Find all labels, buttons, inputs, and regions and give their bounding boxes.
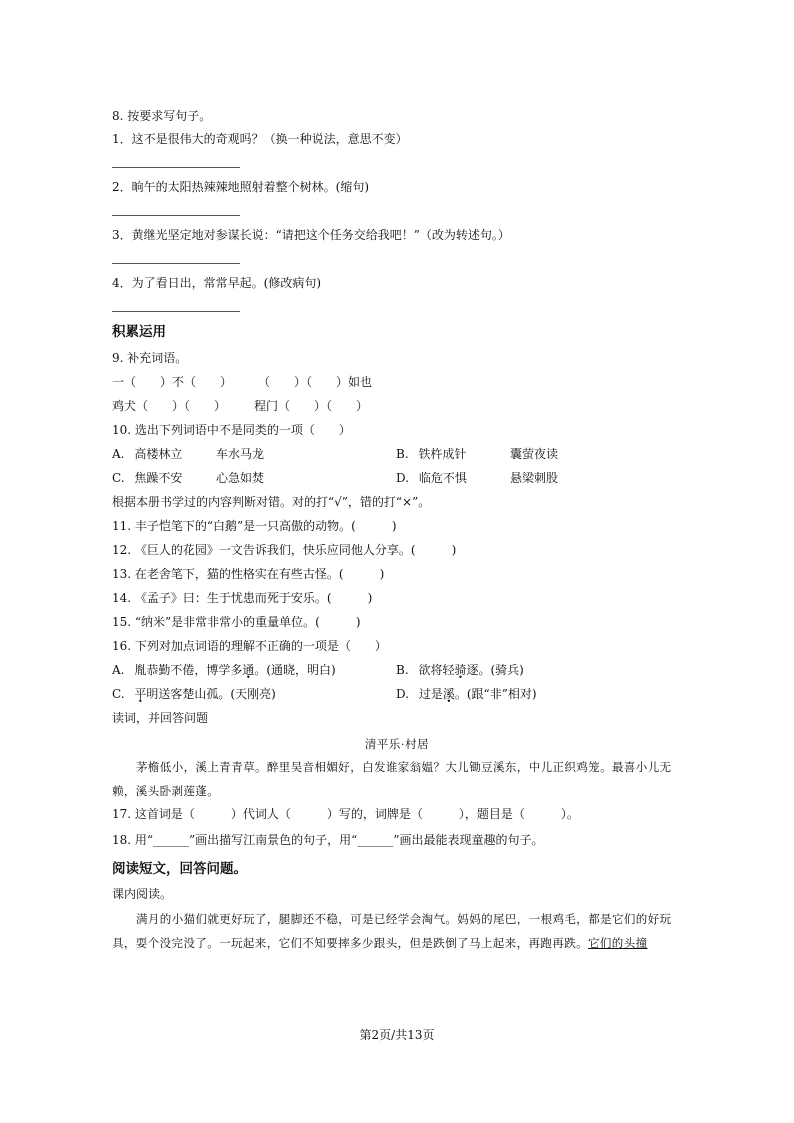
q10-option-b[interactable] bbox=[396, 446, 466, 462]
answer-blank-3[interactable] bbox=[112, 263, 240, 264]
q8-item-3: 3．黄继光坚定地对参谋长说：“请把这个任务交给我吧！”（改为转述句。） bbox=[112, 228, 510, 242]
dotted-word: 骑 bbox=[454, 663, 467, 677]
q8-item-1: 1．这不是很伟大的奇观吗？（换一种说法，意思不变） bbox=[112, 132, 408, 146]
poem-text: 茅檐低小，溪上青青草。醉里吴音相媚好，白发谁家翁媪？大儿锄豆溪东，中儿正织鸡笼。最喜小儿无赖，溪头卧剥莲蓬。 bbox=[112, 760, 672, 798]
option-word: 临危不惧 bbox=[418, 471, 467, 485]
option-label: A. bbox=[112, 663, 125, 677]
judge-item-12: 12. 《巨人的花园》一文告诉我们，快乐应同他人分享。( ) bbox=[112, 543, 457, 557]
judge-item-13: 13. 在老舍笔下，猫的性格实在有些古怪。( ) bbox=[112, 567, 385, 581]
page-number: 第2页/共13页 bbox=[359, 1028, 435, 1042]
q9-title: 9. 补充词语。 bbox=[112, 351, 188, 365]
option-text-post: 逐。(骑兵) bbox=[466, 663, 524, 677]
q18-text-3: ”画出最能表现童趣的句子。 bbox=[393, 833, 544, 847]
wavy-mark-2: ______ bbox=[357, 833, 394, 847]
q16-option-d[interactable] bbox=[396, 686, 537, 702]
judge-instructions: 根据本册书学过的内容判断对错。对的打“√”，错的打“×”。 bbox=[112, 495, 431, 509]
q9-idiom-2: （ ）（ ）如也 bbox=[258, 375, 373, 389]
q8-item-2: 2．晌午的太阳热辣辣地照射着整个树林。(缩句) bbox=[112, 180, 369, 194]
dotted-word: 平 bbox=[134, 687, 147, 701]
option-label: D. bbox=[396, 687, 410, 701]
underline-mark-1: ______ bbox=[153, 833, 190, 847]
option-label: C. bbox=[112, 471, 125, 485]
answer-blank-4[interactable] bbox=[112, 311, 240, 312]
option-word: 焦躁不安 bbox=[134, 471, 183, 485]
option-text-pre: 欲将轻 bbox=[418, 663, 455, 677]
q10-title: 10. 选出下列词语中不是同类的一项（ ） bbox=[112, 423, 351, 437]
q16-option-c[interactable] bbox=[112, 686, 276, 702]
q10-option-a[interactable] bbox=[112, 446, 182, 462]
underlined-sentence: 它们的头撞 bbox=[588, 936, 648, 950]
q18 bbox=[112, 832, 543, 848]
option-label: D. bbox=[396, 471, 410, 485]
dotted-word: 溪 bbox=[442, 687, 455, 701]
section-heading-reading: 阅读短文，回答问题。 bbox=[112, 861, 247, 877]
judge-item-15: 15. “纳米”是非常非常小的重量单位。( ) bbox=[112, 615, 361, 629]
option-word: 高楼林立 bbox=[134, 447, 183, 461]
q10-option-d[interactable] bbox=[396, 470, 467, 486]
q9-idiom-4: 程门（ ）（ ） bbox=[254, 399, 369, 413]
q17: 17. 这首词是（ ）代词人（ ）写的，词牌是（ ），题目是（ ）。 bbox=[112, 807, 579, 821]
reading-text: 满月的小猫们就更好玩了，腿脚还不稳，可是已经学会淘气。妈妈的尾巴，一根鸡毛，都是它们的好玩具，耍个没完没了。一玩起来，它们不知要摔多少跟头，但是跌倒了马上起来，再跑再跌。 bbox=[112, 912, 672, 950]
option-label: C. bbox=[112, 687, 125, 701]
dotted-word: 通 bbox=[242, 663, 255, 677]
judge-item-14: 14. 《孟子》曰：生于忧患而死于安乐。( ) bbox=[112, 591, 373, 605]
q10-option-c-word2: 心急如焚 bbox=[216, 471, 265, 485]
option-text-pre: 过是 bbox=[418, 687, 443, 701]
q10-option-c[interactable] bbox=[112, 470, 182, 486]
reading-paragraph bbox=[112, 907, 682, 955]
q16-title: 16. 下列对加点词语的理解不正确的一项是（ ） bbox=[112, 639, 387, 653]
answer-blank-2[interactable] bbox=[112, 215, 240, 216]
option-text-post: 。(跟“非”相对) bbox=[454, 687, 537, 701]
q8-title: 8. 按要求写句子。 bbox=[112, 109, 212, 123]
q16-option-a[interactable] bbox=[112, 662, 336, 678]
q9-idiom-1: 一（ ）不（ ） bbox=[112, 375, 233, 389]
q18-text-2: ”画出描写江南景色的句子，用“ bbox=[189, 833, 358, 847]
option-text-post: 。(通晓，明白) bbox=[254, 663, 336, 677]
option-text-pre: 胤恭勤不倦，博学多 bbox=[134, 663, 243, 677]
q9-idiom-3: 鸡犬（ ）（ ） bbox=[112, 399, 227, 413]
reading-intro: 课内阅读。 bbox=[112, 887, 173, 901]
option-label: A. bbox=[112, 447, 125, 461]
option-word: 铁杵成针 bbox=[418, 447, 467, 461]
answer-blank-1[interactable] bbox=[112, 167, 240, 168]
option-label: B. bbox=[396, 447, 409, 461]
q10-option-d-word2: 悬梁刺股 bbox=[510, 471, 559, 485]
poem-title: 清平乐·村居 bbox=[364, 737, 430, 751]
q8-item-4: 4．为了看日出，常常早起。(修改病句) bbox=[112, 276, 321, 290]
q18-text-1: 18. 用“ bbox=[112, 833, 154, 847]
option-text: 明送客楚山孤。(天刚亮) bbox=[146, 687, 276, 701]
option-label: B. bbox=[396, 663, 409, 677]
q10-option-b-word2: 囊萤夜读 bbox=[510, 447, 559, 461]
q10-option-a-word2: 车水马龙 bbox=[216, 447, 265, 461]
poem-instructions: 读词，并回答问题 bbox=[112, 711, 209, 725]
judge-item-11: 11. 丰子恺笔下的“白鹅”是一只高傲的动物。( ) bbox=[112, 519, 397, 533]
q16-option-b[interactable] bbox=[396, 662, 524, 678]
section-heading-jilei: 积累运用 bbox=[112, 324, 166, 340]
